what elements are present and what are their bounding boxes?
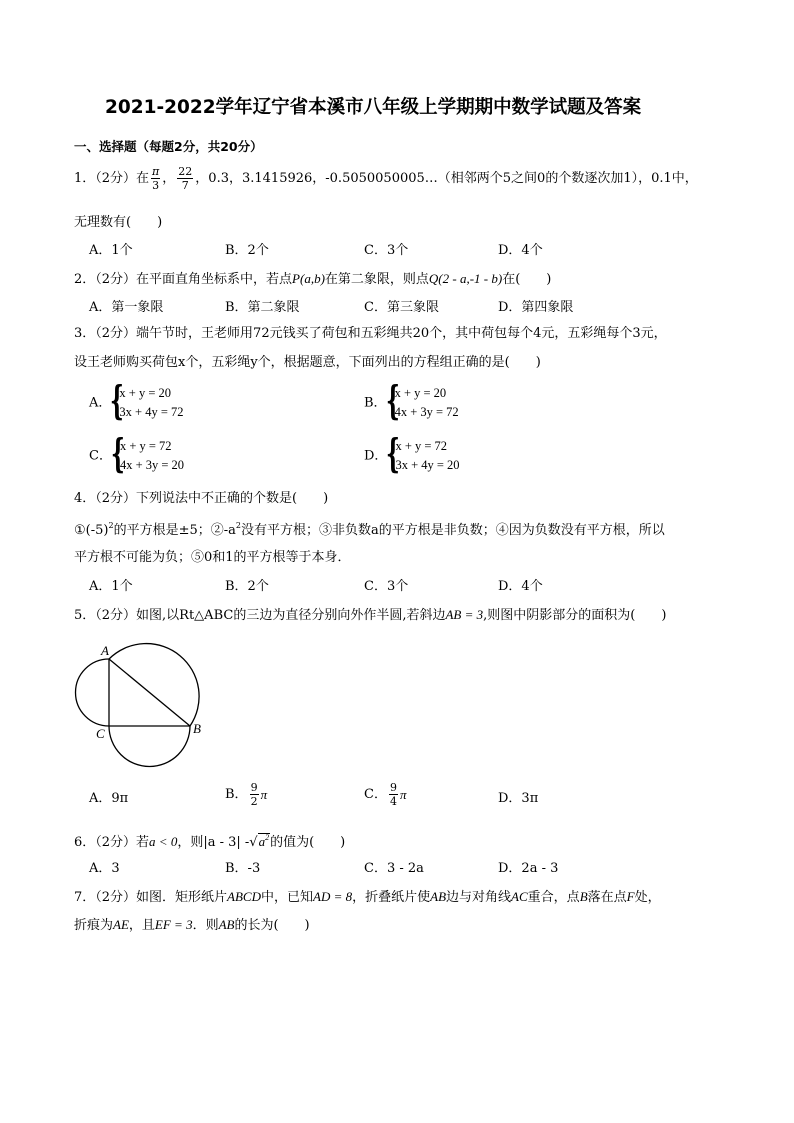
q5-option-d: D．3π	[498, 791, 539, 806]
q5-option-a: A．9π	[89, 791, 129, 806]
q3-option-d: D． { x + y = 72 3x + 4y = 20	[364, 431, 460, 477]
question-6: 6．（2分）若a < 0，则|a - 3| $-√a^2$的值为( )	[74, 833, 346, 850]
semicircle-figure	[68, 638, 213, 773]
question-4-line-1: 4．（2分）下列说法中不正确的个数是( )	[74, 491, 329, 506]
label-b: B	[193, 721, 201, 736]
label-c: C	[96, 726, 105, 741]
semicircle-ab	[109, 644, 199, 726]
q5-option-c: C． $\frac{9}{4}$ π	[364, 781, 407, 808]
q3-option-a: A． { x + y = 20 3x + 4y = 72	[89, 378, 184, 424]
q2-point-q: Q(2 - a,-1 - b)	[428, 271, 503, 286]
q2-option-c: C．第三象限	[364, 300, 439, 315]
question-5: 5．（2分）如图,以Rt△ABC的三边为直径分别向外作半圆,若斜边AB = 3,则图中阴影部分的面积为( )	[74, 607, 667, 623]
semicircle-cb	[109, 726, 190, 767]
q4-option-b: B．2个	[225, 579, 269, 594]
question-3-line-2: 设王老师购买荷包x个，五彩绳y个，根据题意，下面列出的方程组正确的是( )	[74, 355, 541, 370]
label-a: A	[101, 643, 109, 658]
q1-fraction-pi: $\frac{\pi}{3}$	[152, 165, 160, 192]
question-4-line-2: $①(-5)^2$的平方根是±5；$②-a^2$没有平方根；③非负数a的平方根是非负数；④因为负数没有平方根，所以	[74, 521, 665, 538]
q1-prefix: 1．（2分）在	[74, 171, 150, 186]
q5-option-b: B． $\frac{9}{2}$ π	[225, 781, 268, 808]
section-header: 一、选择题（每题2分，共20分）	[74, 139, 263, 154]
q4-option-c: C．3个	[364, 579, 409, 594]
page-title: 2021-2022学年辽宁省本溪市八年级上学期期中数学试题及答案	[105, 97, 642, 118]
q6-option-c: C．3 - 2a	[364, 861, 424, 876]
question-2: 2．（2分）在平面直角坐标系中，若点P(a,b)在第二象限，则点Q(2 - a,-1 - b)在( )	[74, 271, 552, 287]
q2-option-b: B．第二象限	[225, 300, 300, 315]
q1-option-c: C．3个	[364, 243, 409, 258]
q1-fraction-22-7: $\frac{22}{7}$	[178, 165, 193, 192]
question-3-line-1: 3．（2分）端午节时，王老师用72元钱买了荷包和五彩绳共20个，其中荷包每个4元，五彩绳每个3元，	[74, 326, 667, 341]
question-1-line-2: 无理数有( )	[74, 215, 163, 230]
q6-sqrt: $a^2$	[258, 833, 270, 849]
q3-option-c: C． { x + y = 72 4x + 3y = 20	[89, 431, 185, 477]
q4-option-a: A．1个	[89, 579, 133, 594]
q2-option-d: D．第四象限	[498, 300, 574, 315]
q3-option-b: B． { x + y = 20 4x + 3y = 72	[364, 378, 459, 424]
q6-option-b: B．-3	[225, 861, 261, 876]
q4-option-d: D．4个	[498, 579, 543, 594]
q6-option-d: D．2a - 3	[498, 861, 559, 876]
q2-option-a: A．第一象限	[89, 300, 164, 315]
side-ab	[109, 659, 190, 726]
q6-option-a: A．3	[89, 861, 120, 876]
semicircle-ac	[76, 659, 110, 726]
question-7-line-2: 折痕为AE，且EF = 3．则AB的长为( )	[74, 917, 310, 933]
q1-option-a: A．1个	[89, 243, 133, 258]
q2-point-p: P(a,b)	[292, 271, 325, 286]
q1-option-b: B．2个	[225, 243, 269, 258]
q1-rest: ，0.3，3.1415926，-0.5050050005…（相邻两个5之间0的个数逐次加1），0.1中，	[195, 171, 698, 186]
question-4-line-3: 平方根不可能为负；⑤0和1的平方根等于本身．	[74, 550, 351, 565]
q1-option-d: D．4个	[498, 243, 543, 258]
question-7-line-1: 7．（2分）如图．矩形纸片ABCD中，已知AD = 8，折叠纸片使AB边与对角线AC重合，点B落在点F处，	[74, 889, 661, 905]
question-1-line-1: 1．（2分）在 $\frac{\pi}{3}$ ， $\frac{22}{7}$ ，0.3，3.1415926，-0.5050050005…（相邻两个5之间0的个数逐次加1），0.1中，	[74, 165, 698, 192]
